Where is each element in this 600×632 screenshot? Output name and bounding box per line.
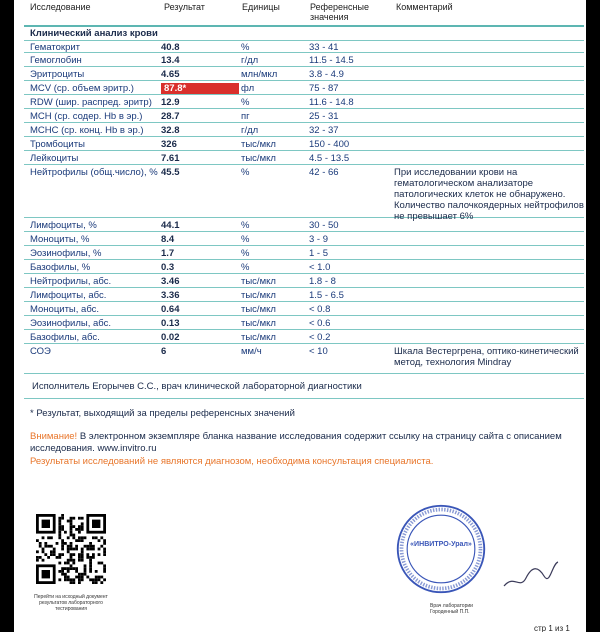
table-row (24, 274, 584, 288)
row-ref: 11.5 - 14.5 (309, 55, 354, 66)
table-row (24, 232, 584, 246)
row-ref: 150 - 400 (309, 139, 350, 150)
table-row (24, 137, 584, 151)
row-ref: 25 - 31 (309, 111, 339, 122)
executor-divider (24, 398, 584, 399)
stamp-logo: «ИНВИТРО-Урал» (410, 541, 472, 549)
row-ref: 4.5 - 13.5 (309, 153, 350, 164)
table-row (24, 81, 584, 95)
section-title: Клинический анализ крови (24, 27, 584, 41)
warning (30, 431, 570, 455)
row-name: RDW (шир. распред. эритр) (30, 97, 152, 108)
table-row (24, 260, 584, 274)
row-ref: 75 - 87 (309, 83, 339, 94)
row-value: 326 (161, 139, 177, 150)
row-ref: 1.5 - 6.5 (309, 290, 344, 301)
row-ref: 1.8 - 8 (309, 276, 336, 287)
row-value: 7.61 (161, 153, 180, 164)
row-name: Нейтрофилы (общ.число), % (30, 167, 158, 178)
row-value: 3.36 (161, 290, 180, 301)
table-row (24, 330, 584, 344)
row-unit: г/дл (241, 55, 259, 66)
row-unit: пг (241, 111, 250, 122)
row-value: 0.02 (161, 332, 180, 343)
table-row (24, 53, 584, 67)
row-name: Базофилы, абс. (30, 332, 100, 343)
disclaimer: Результаты исследований не являются диагнозом, необходима консультация специалиста. (30, 456, 434, 467)
lab-report-page (14, 0, 586, 632)
row-value: 28.7 (161, 111, 180, 122)
warning-label: Внимание! (30, 431, 78, 442)
row-ref: 32 - 37 (309, 125, 339, 136)
stamp-caption: Врач лаборатории Городенный П.П. (430, 603, 473, 615)
header-result: Результат (164, 2, 205, 12)
table-row (24, 40, 584, 53)
table-row (24, 288, 584, 302)
row-unit: млн/мкл (241, 69, 278, 80)
row-value: 13.4 (161, 55, 180, 66)
row-value: 0.64 (161, 304, 180, 315)
row-value: 40.8 (161, 42, 180, 53)
row-value: 12.9 (161, 97, 180, 108)
row-name: Гемоглобин (30, 55, 82, 66)
row-value: 3.46 (161, 276, 180, 287)
row-name: Моноциты, абс. (30, 304, 100, 315)
header-ref-1: Референсные (310, 2, 369, 12)
row-value: 87.8* (161, 83, 239, 94)
row-name: Моноциты, % (30, 234, 90, 245)
qr-caption: Перейти на исходный документ результатов лабораторного тестирования (34, 594, 108, 612)
table-row (24, 151, 584, 165)
row-ref: < 0.2 (309, 332, 331, 343)
row-unit: тыс/мкл (241, 153, 276, 164)
page-counter: стр 1 из 1 (534, 624, 570, 632)
row-ref: 30 - 50 (309, 220, 339, 231)
row-value: 1.7 (161, 248, 175, 259)
header-units: Единицы (242, 2, 280, 12)
row-unit: тыс/мкл (241, 290, 276, 301)
row-ref: 3 - 9 (309, 234, 329, 245)
row-unit: фл (241, 83, 255, 94)
row-unit: тыс/мкл (241, 332, 276, 343)
row-unit: тыс/мкл (241, 139, 276, 150)
row-name: СОЭ (30, 346, 51, 357)
row-name: Базофилы, % (30, 262, 91, 273)
qr-code[interactable] (36, 514, 106, 584)
row-value: 0.13 (161, 318, 180, 329)
row-name: Лейкоциты (30, 153, 79, 164)
row-unit: % (241, 248, 250, 259)
header-test: Исследование (30, 2, 91, 12)
row-unit: мм/ч (241, 346, 262, 357)
row-ref: 11.6 - 14.8 (309, 97, 354, 108)
row-ref: < 1.0 (309, 262, 331, 273)
row-name: MCH (ср. содер. Hb в эр.) (30, 111, 143, 122)
row-name: Эозинофилы, % (30, 248, 102, 259)
table-row (24, 95, 584, 109)
row-unit: г/дл (241, 125, 259, 136)
table-row (24, 344, 584, 374)
row-comment: При исследовании крови на гематологическом анализаторе патологических клеток не обнаружено. Количество палочкоядерных нейтрофилов не превышает 6% (394, 167, 584, 222)
row-value: 45.5 (161, 167, 180, 178)
row-name: Лимфоциты, % (30, 220, 97, 231)
row-unit: % (241, 262, 250, 273)
row-value: 44.1 (161, 220, 180, 231)
row-value: 6 (161, 346, 167, 357)
row-value: 0.3 (161, 262, 175, 273)
footnote: * Результат, выходящий за пределы референсных значений (30, 408, 295, 419)
row-unit: % (241, 220, 250, 231)
row-value: 8.4 (161, 234, 175, 245)
row-unit: тыс/мкл (241, 318, 276, 329)
table-row (24, 165, 584, 222)
table-row (24, 246, 584, 260)
row-name: Нейтрофилы, абс. (30, 276, 112, 287)
table-row (24, 316, 584, 330)
table-row (24, 218, 584, 232)
row-name: Гематокрит (30, 42, 81, 53)
row-name: MCHC (ср. конц. Hb в эр.) (30, 125, 144, 136)
table-row (24, 302, 584, 316)
row-name: Эозинофилы, абс. (30, 318, 111, 329)
signature (500, 556, 560, 596)
row-value: 4.65 (161, 69, 180, 80)
row-unit: тыс/мкл (241, 304, 276, 315)
row-comment: Шкала Вестергрена, оптико-кинетический метод, технология Mindray (394, 346, 579, 368)
lab-stamp (394, 502, 488, 596)
row-value: 32.8 (161, 125, 180, 136)
row-ref: < 10 (309, 346, 328, 357)
table-row (24, 123, 584, 137)
row-unit: % (241, 234, 250, 245)
row-name: Эритроциты (30, 69, 85, 80)
header-comment: Комментарий (396, 2, 453, 12)
row-ref: 33 - 41 (309, 42, 339, 53)
row-ref: < 0.8 (309, 304, 331, 315)
row-unit: % (241, 167, 250, 178)
row-name: Лимфоциты, абс. (30, 290, 107, 301)
row-name: Тромбоциты (30, 139, 85, 150)
row-unit: тыс/мкл (241, 276, 276, 287)
row-ref: < 0.6 (309, 318, 331, 329)
executor: Исполнитель Егорычев С.С., врач клинической лабораторной диагностики (32, 381, 362, 392)
table-row (24, 67, 584, 81)
row-unit: % (241, 97, 250, 108)
row-unit: % (241, 42, 250, 53)
row-ref: 1 - 5 (309, 248, 329, 259)
row-name: MCV (ср. объем эритр.) (30, 83, 134, 94)
header-ref-2: значения (310, 12, 349, 22)
table-header (14, 0, 586, 26)
row-ref: 42 - 66 (309, 167, 339, 178)
table-row (24, 109, 584, 123)
row-ref: 3.8 - 4.9 (309, 69, 344, 80)
warning-text: В электронном экземпляре бланка название исследования содержит ссылку на страницу сайта с описанием исследования. www.invitro.ru (30, 431, 562, 454)
